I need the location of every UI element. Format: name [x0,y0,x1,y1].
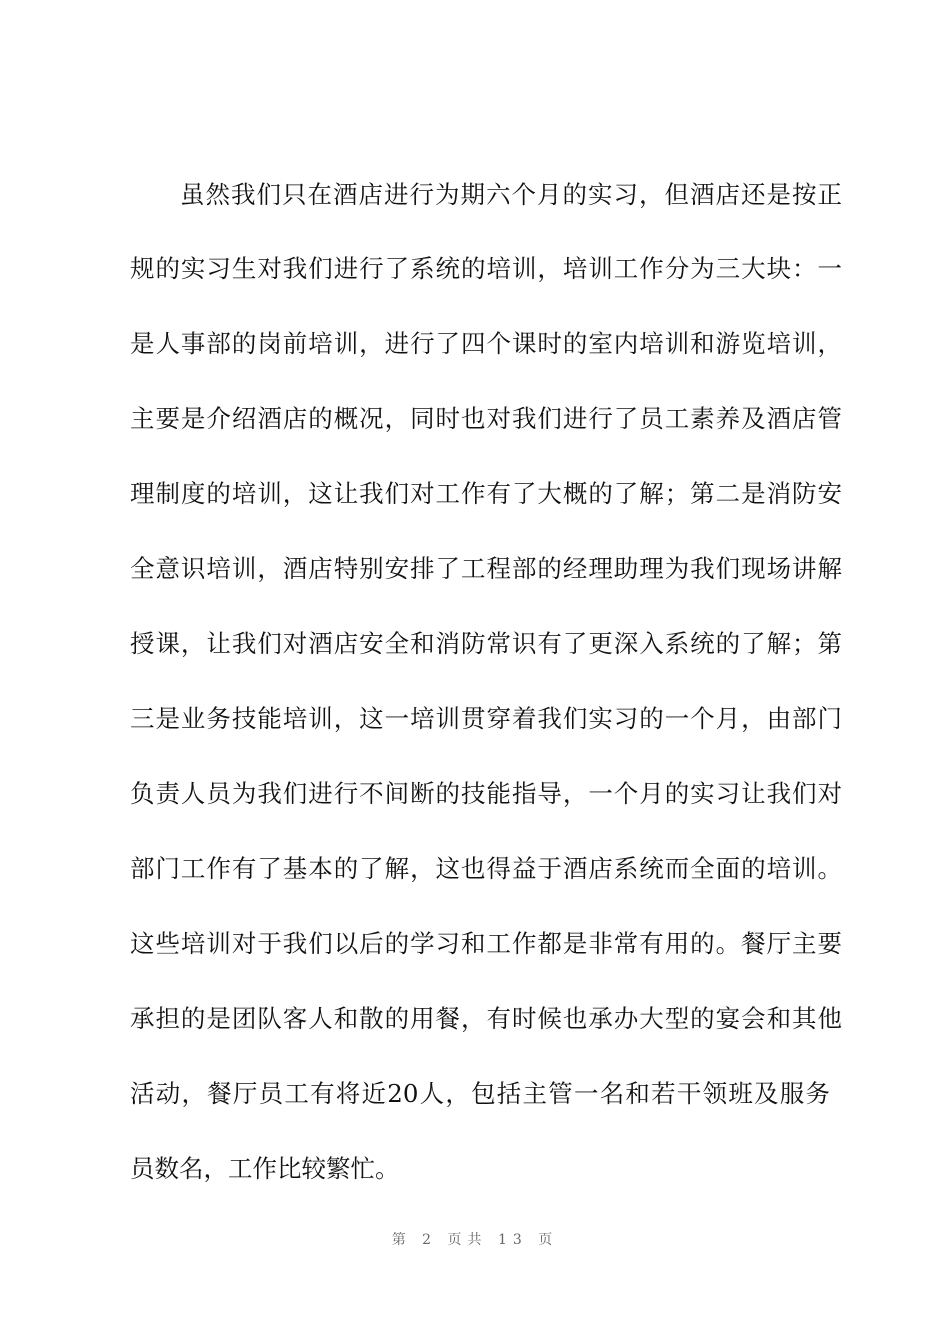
paragraph-line-1: 虽然我们只在酒店进行为期六个月的实习，但酒店还是按正 [180,180,842,209]
paragraph-line-10: 部门工作有了基本的了解，这也得益于酒店系统而全面的培训。 [130,854,842,883]
paragraph-line-7: 授课，让我们对酒店安全和消防常识有了更深入系统的了解；第 [130,629,842,658]
paragraph-line-5: 理制度的培训，这让我们对工作有了大概的了解；第二是消防安 [130,479,842,508]
paragraph-line-6: 全意识培训，酒店特别安排了工程部的经理助理为我们现场讲解 [130,554,842,583]
paragraph-line-8: 三是业务技能培训，这一培训贯穿着我们实习的一个月，由部门 [130,704,842,733]
paragraph-line-3: 是人事部的岗前培训，进行了四个课时的室内培训和游览培训， [130,329,842,358]
paragraph-line-4: 主要是介绍酒店的概况，同时也对我们进行了员工素养及酒店管 [130,404,842,433]
paragraph-line-2: 规的实习生对我们进行了系统的培训，培训工作分为三大块：一 [130,254,842,283]
paragraph-line-9: 负责人员为我们进行不间断的技能指导，一个月的实习让我们对 [130,779,842,808]
paragraph-line-11: 这些培训对于我们以后的学习和工作都是非常有用的。餐厅主要 [130,929,842,958]
paragraph-line-12: 承担的是团队客人和散的用餐，有时候也承办大型的宴会和其他 [130,1004,842,1033]
paragraph-line-13: 活动，餐厅员工有将近20人，包括主管一名和若干领班及服务 [130,1079,830,1108]
page-number-footer: 第 2 页共 13 页 [391,1232,559,1248]
paragraph-line-14: 员数名，工作比较繁忙。 [130,1154,400,1183]
